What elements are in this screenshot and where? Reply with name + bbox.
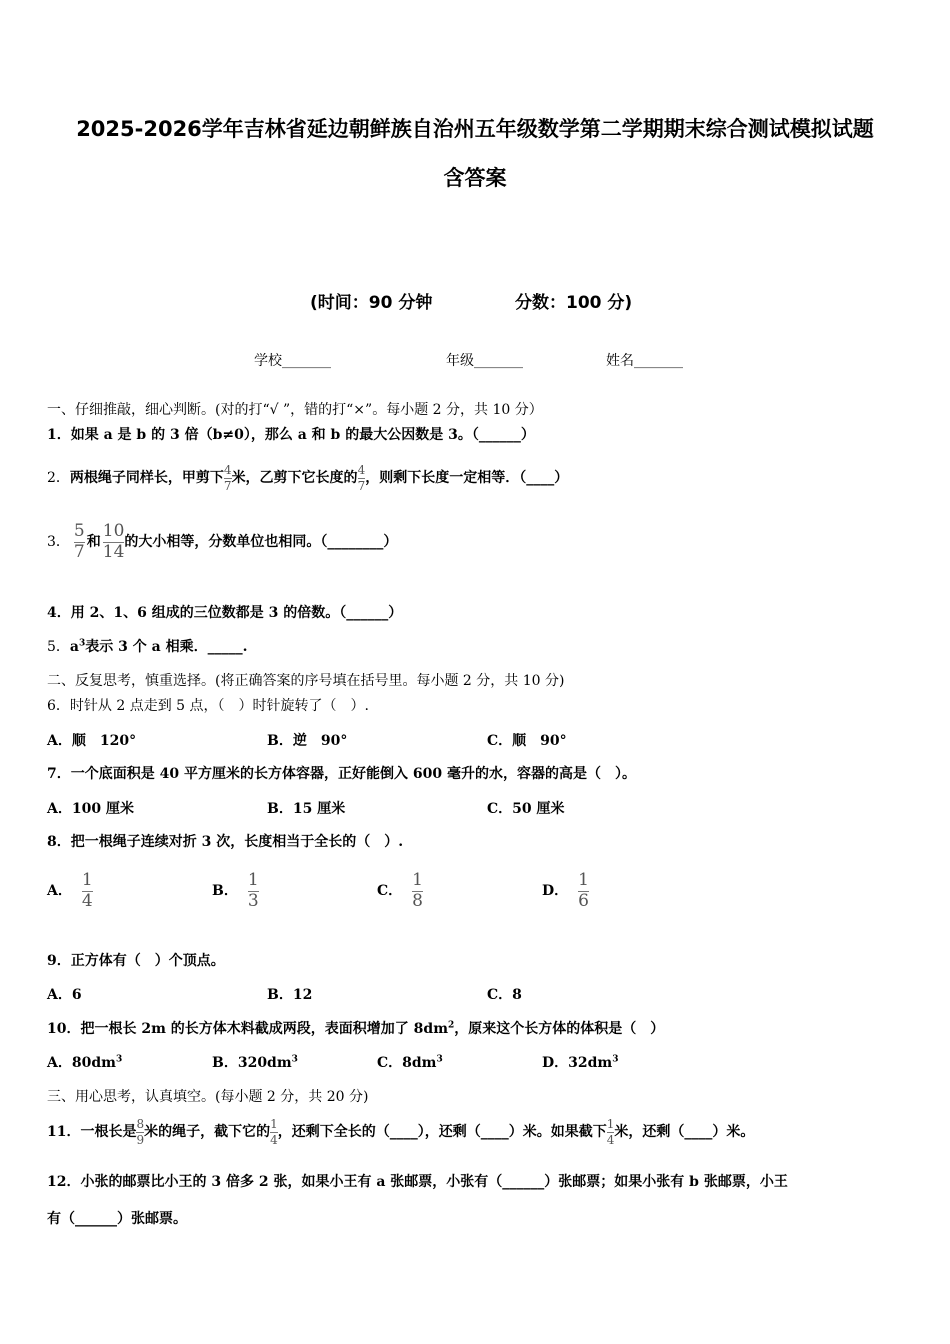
option-10a: A．$80dm^3$ xyxy=(47,1054,123,1071)
question-7: 7．一个底面积是 40 平方厘米的长方体容器，正好能倒入 600 毫升的水，容器的高是（ ）。 xyxy=(47,766,636,782)
fraction: $\frac{1}{4}$ xyxy=(81,869,93,911)
question-5 xyxy=(47,638,247,656)
exponent: 2 xyxy=(448,1020,455,1031)
question-4: 4．用 2、1、6 组成的三位数都是 3 的倍数。（______） xyxy=(47,605,403,621)
question-number: 3． xyxy=(47,534,70,550)
question-text: 和 xyxy=(86,534,101,550)
fraction: $\frac{1}{3}$ xyxy=(247,869,259,911)
fraction: $\frac{4}{7}$ xyxy=(357,462,366,493)
school-field: 学校_______ xyxy=(254,353,331,369)
question-8: 8．把一根绳子连续对折 3 次，长度相当于全长的（ ）. xyxy=(47,834,404,850)
question-number: 5． xyxy=(47,639,70,655)
option-10b: B．$320dm^3$ xyxy=(212,1054,298,1071)
question-6: 6．时针从 2 点走到 5 点，（ ）时针旋转了（ ）. xyxy=(47,698,369,714)
question-12-line-2: 有（______）张邮票。 xyxy=(47,1211,187,1227)
option-7a: A．100 厘米 xyxy=(47,801,134,817)
question-1: 1．如果 a 是 b 的 3 倍（b≠0），那么 a 和 b 的最大公因数是 3。（______） xyxy=(47,427,535,443)
option-6a: A．顺 120° xyxy=(47,733,137,749)
question-11: 11．一根长是 $\frac{8}{9}$ 米的绳子，截下它的 $\frac{1}{4}$ ，还剩下全长的（____），还剩（____）米。如果截下 $\frac{1}{4}$ 米，还剩（____）米。 xyxy=(47,1116,755,1147)
question-number: 2． xyxy=(47,470,70,486)
section-2-header: 二、反复思考，慎重选择。(将正确答案的序号填在括号里。每小题 2 分，共 10 分) xyxy=(47,673,565,689)
option-8d: D． $\frac{1}{6}$ xyxy=(542,869,589,911)
fraction: $\frac{8}{9}$ xyxy=(136,1116,145,1147)
question-3 xyxy=(47,517,397,567)
option-8c: C． $\frac{1}{8}$ xyxy=(377,869,423,911)
option-10d: D．$32dm^3$ xyxy=(542,1054,619,1071)
fraction: $\frac{10}{14}$ xyxy=(102,520,125,562)
question-text: 的大小相等，分数单位也相同。（________） xyxy=(124,534,398,550)
option-9a: A．6 xyxy=(47,987,82,1003)
option-9b: B．12 xyxy=(267,987,313,1003)
title-line-1: 2025-2026学年吉林省延边朝鲜族自治州五年级数学第二学期期末综合测试模拟试题 xyxy=(76,117,874,141)
option-6c: C．顺 90° xyxy=(487,733,567,749)
question-text: 两根绳子同样长，甲剪下 xyxy=(69,470,224,486)
question-2 xyxy=(47,456,568,500)
variable: a xyxy=(69,639,79,655)
option-8a: A． $\frac{1}{4}$ xyxy=(47,869,93,911)
fraction: $\frac{1}{6}$ xyxy=(578,869,589,911)
fraction: $\frac{4}{7}$ xyxy=(223,462,232,493)
section-3-header: 三、用心思考，认真填空。(每小题 2 分，共 20 分) xyxy=(47,1089,369,1105)
question-text: ，则剩下长度一定相等．（____） xyxy=(365,470,569,486)
exponent: 3 xyxy=(79,638,86,649)
question-9: 9．正方体有（ ）个顶点。 xyxy=(47,953,225,969)
question-10: 10．把一根长 2m 的长方体木料截成两段，表面积增加了 $8dm^2$，原来这个长方体的体积是（ ） xyxy=(47,1020,665,1037)
exam-score: 分数：100 分) xyxy=(515,293,633,313)
fraction: $\frac{1}{8}$ xyxy=(412,869,423,911)
fraction: $\frac{1}{4}$ xyxy=(270,1116,278,1147)
question-12-line-1: 12．小张的邮票比小王的 3 倍多 2 张，如果小王有 a 张邮票，小张有（______）张邮票；如果小张有 b 张邮票，小王 xyxy=(47,1174,788,1190)
grade-field: 年级_______ xyxy=(446,353,523,369)
title-line-2: 含答案 xyxy=(443,166,507,190)
option-10c: C．$8dm^3$ xyxy=(377,1054,443,1071)
question-text: 表示 3 个 a 相乘．_____. xyxy=(85,639,248,655)
option-8b: B． $\frac{1}{3}$ xyxy=(212,869,259,911)
option-6b: B．逆 90° xyxy=(267,733,348,749)
option-9c: C．8 xyxy=(487,987,522,1003)
question-text: 米，乙剪下它长度的 xyxy=(231,470,358,486)
section-1-header: 一、仔细推敲，细心判断。(对的打“√ ”，错的打“×”。每小题 2 分，共 10 分） xyxy=(47,402,543,418)
option-7b: B．15 厘米 xyxy=(267,801,346,817)
name-field: 姓名_______ xyxy=(606,353,683,369)
fraction: $\frac{1}{4}$ xyxy=(606,1116,615,1147)
option-7c: C．50 厘米 xyxy=(487,801,565,817)
exam-time: (时间：90 分钟 xyxy=(310,293,433,313)
fraction: $\frac{5}{7}$ xyxy=(73,520,85,562)
